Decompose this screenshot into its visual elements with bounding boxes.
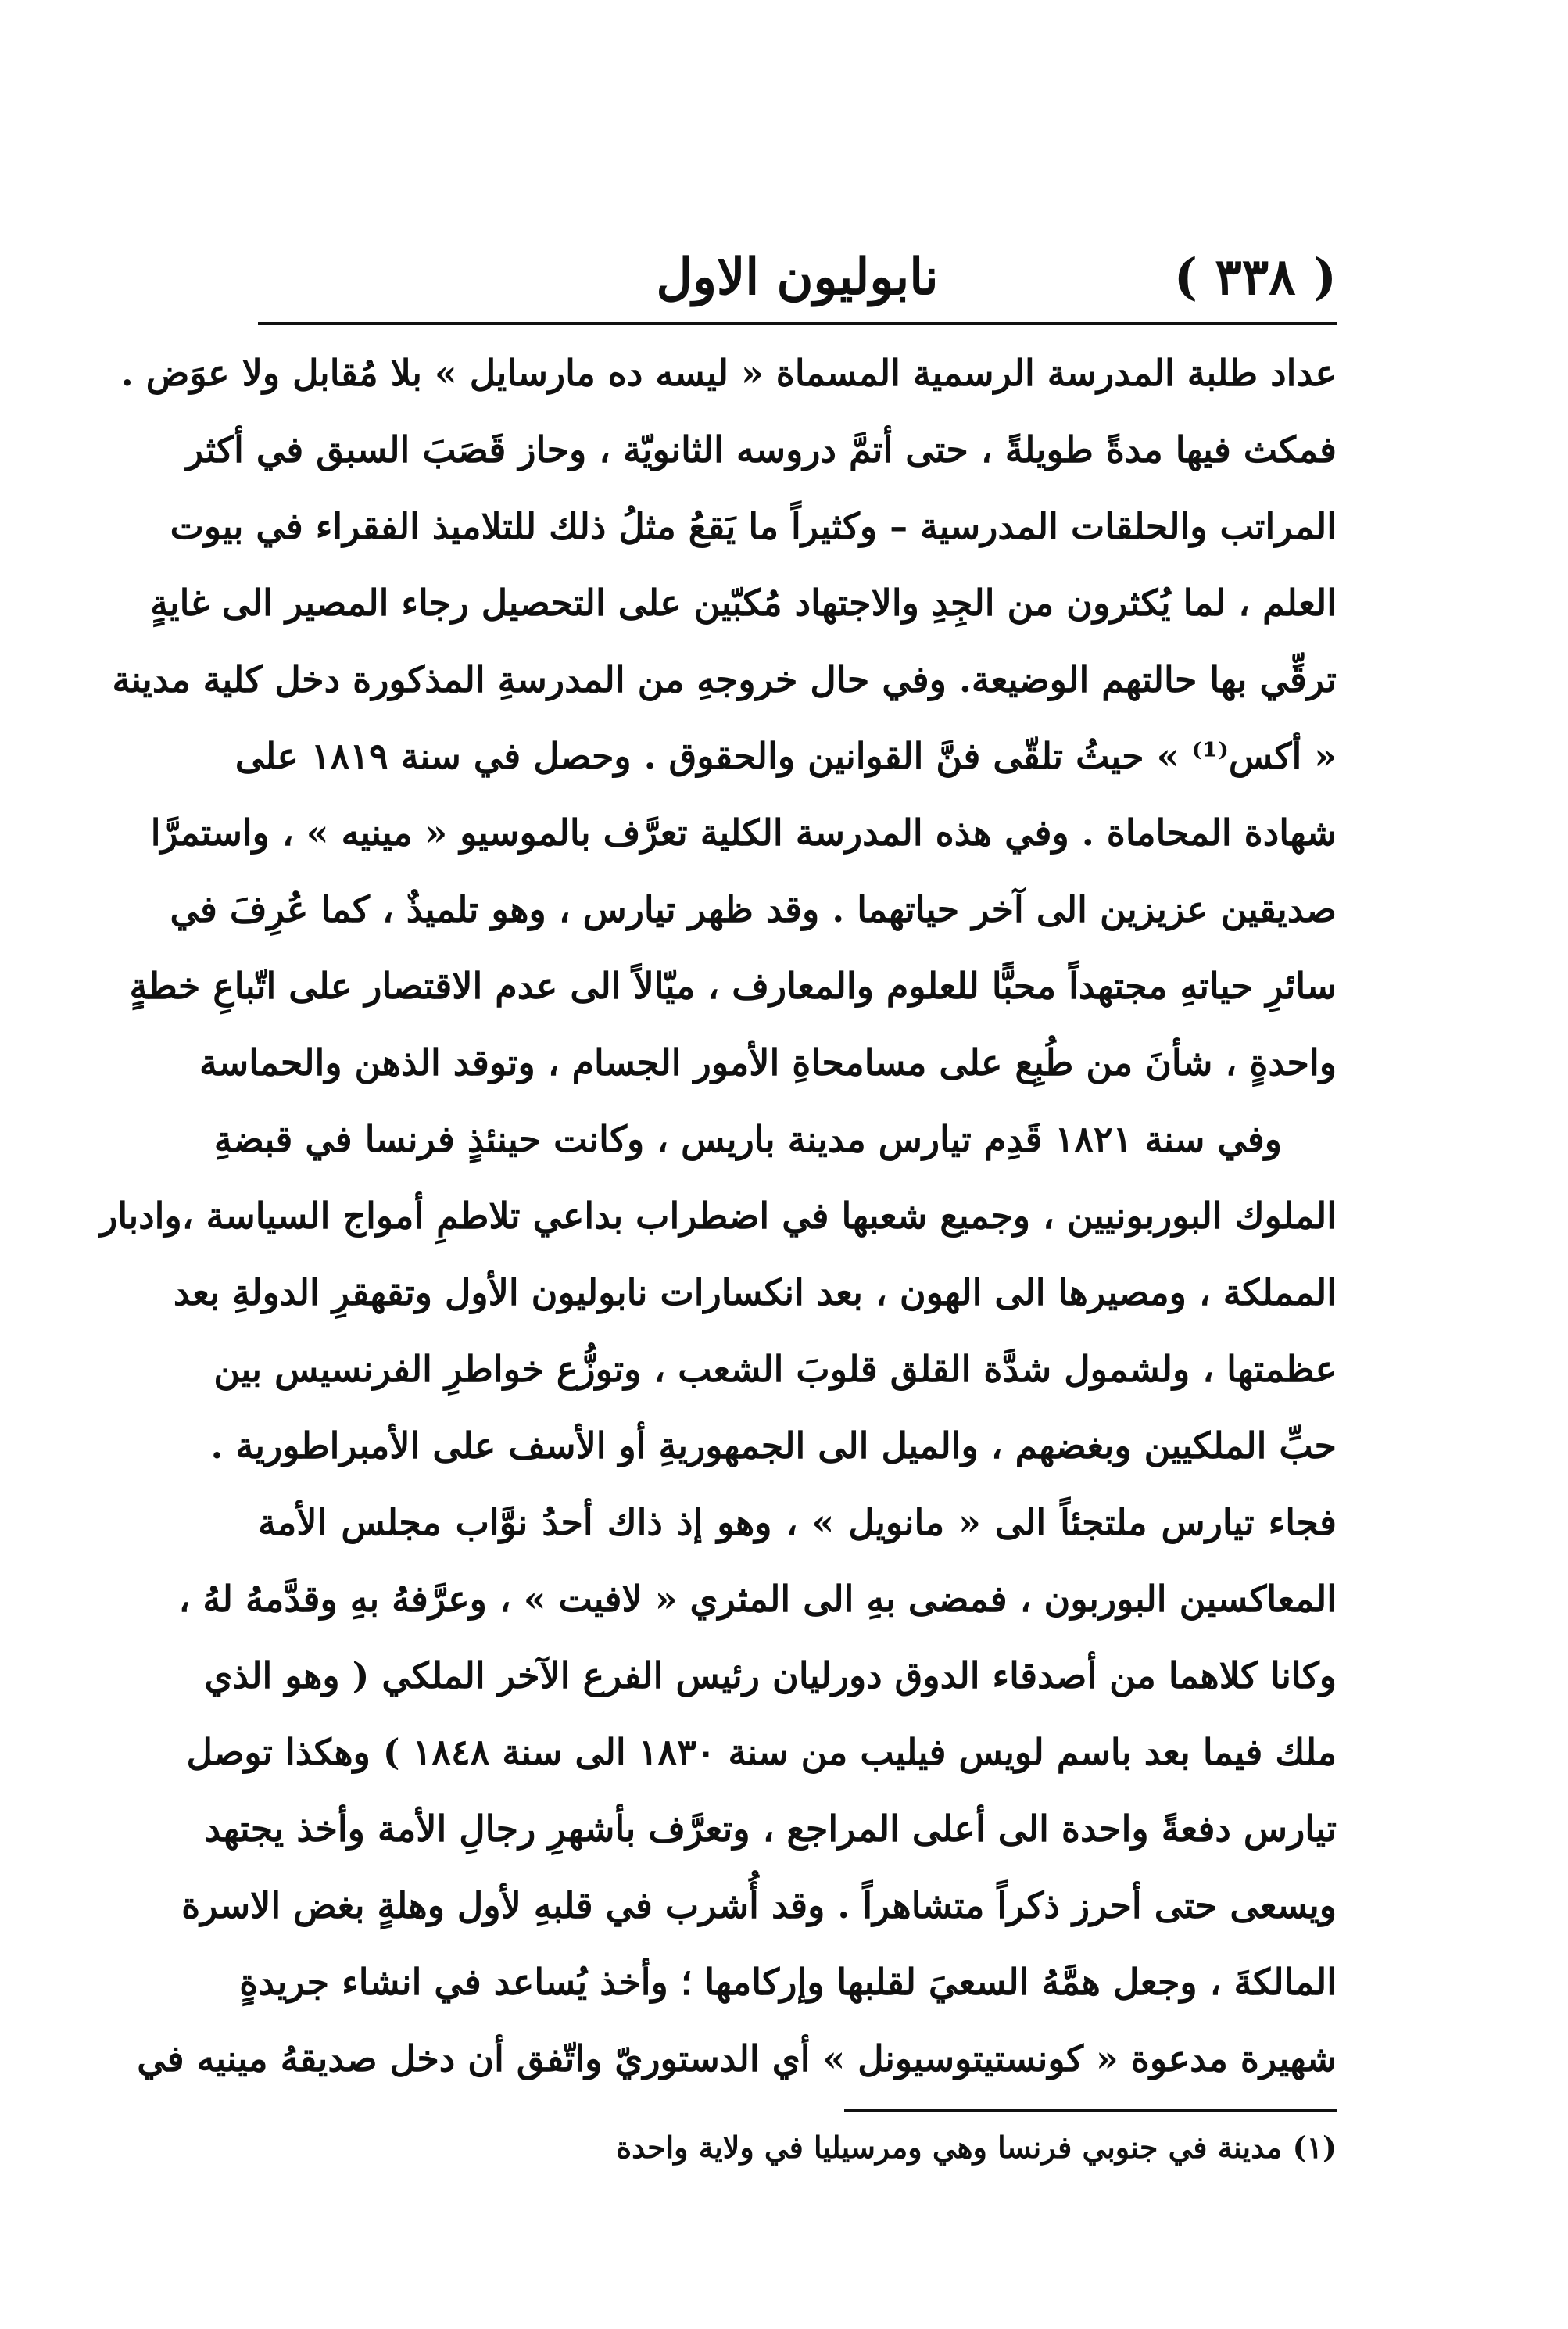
text-line: « أكس⁽¹⁾ » حيثُ تلقّى فنَّ القوانين والحقوق . وحصل في سنة ١٨١٩ على xyxy=(234,735,1337,777)
text-line: فمكث فيها مدةً طويلةً ، حتى أتمَّ دروسه الثانويّة ، وحاز قَصَبَ السبق في أكثر xyxy=(185,428,1337,471)
footnote: (١) مدينة في جنوبي فرنسا وهي ومرسيليا في ولاية واحدة xyxy=(616,2130,1337,2165)
text-line: المملكة ، ومصيرها الى الهون ، بعد انكسارات نابوليون الأول وتقهقرِ الدولةِ بعد xyxy=(173,1271,1337,1313)
text-line: المعاكسين البوربون ، فمضى بهِ الى المثري « لافيت » ، وعرَّفهُ بهِ وقدَّمهُ لهُ ، xyxy=(178,1578,1337,1620)
text-line: وكانا كلاهما من أصدقاء الدوق دورليان رئيس الفرع الآخر الملكي ( وهو الذي xyxy=(204,1654,1337,1697)
text-line: ويسعى حتى أحرز ذكراً متشاهراً . وقد أُشرب في قلبهِ لأول وهلةٍ بغض الاسرة xyxy=(181,1884,1337,1926)
text-line: المالكةَ ، وجعل همَّهُ السعيَ لقلبها وإركامها ؛ وأخذ يُساعد في انشاء جريدةٍ xyxy=(239,1961,1337,2003)
text-line: وفي سنة ١٨٢١ قَدِم تيارس مدينة باريس ، وكانت حينئذٍ فرنسا في قبضةِ xyxy=(213,1118,1282,1160)
page-header xyxy=(258,235,1337,321)
page-number: ( ٣٣٨ ) xyxy=(1173,248,1337,306)
text-line: عداد طلبة المدرسة الرسمية المسماة « ليسه ده مارسايل » بلا مُقابل ولا عوَض . xyxy=(120,352,1337,394)
text-line: عظمتها ، ولشمول شدَّة القلق قلوبَ الشعب ، وتوزُّع خواطرِ الفرنسيس بين xyxy=(213,1348,1337,1390)
text-line: ملك فيما بعد باسم لويس فيليب من سنة ١٨٣٠ الى سنة ١٨٤٨ ) وهكذا توصل xyxy=(186,1731,1337,1773)
text-line: سائرِ حياتهِ مجتهداً محبًّا للعلوم والمعارف ، ميّالاً الى عدم الاقتصار على اتّباعِ خطةٍ xyxy=(129,965,1337,1007)
running-title: نابوليون الاول xyxy=(656,248,939,306)
text-line: صديقين عزيزين الى آخر حياتهما . وقد ظهر تيارس ، وهو تلميذٌ ، كما عُرِفَ في xyxy=(170,888,1337,930)
text-line: شهيرة مدعوة « كونستيتوسيونل » أي الدستوريّ واتّفق أن دخل صديقهُ مينيه في xyxy=(137,2037,1337,2080)
text-line: ترقِّي بها حالتهم الوضيعة. وفي حال خروجهِ من المدرسةِ المذكورة دخل كلية مدينة xyxy=(112,658,1337,700)
header-rule xyxy=(258,322,1337,325)
body-text xyxy=(100,335,1337,2097)
text-line: تيارس دفعةً واحدة الى أعلى المراجع ، وتعرَّف بأشهرِ رجالِ الأمة وأخذ يجتهد xyxy=(204,1808,1337,1850)
text-line: شهادة المحاماة . وفي هذه المدرسة الكلية تعرَّف بالموسيو « مينيه » ، واستمرَّا xyxy=(150,812,1337,854)
text-line: العلم ، لما يُكثرون من الجِدِ والاجتهاد مُكبّين على التحصيل رجاء المصير الى غايةٍ xyxy=(150,582,1337,624)
text-line: واحدةٍ ، شأنَ من طُبِع على مسامحاةِ الأمور الجسام ، وتوقد الذهن والحماسة xyxy=(199,1041,1337,1084)
text-line: حبِّ الملكيين وبغضهم ، والميل الى الجمهوريةِ أو الأسف على الأمبراطورية . xyxy=(210,1424,1337,1467)
text-line: فجاء تيارس ملتجئاً الى « مانويل » ، وهو إذ ذاك أحدُ نوَّاب مجلس الأمة xyxy=(258,1501,1337,1543)
footnote-rule xyxy=(844,2109,1337,2112)
text-line: الملوك البوربونيين ، وجميع شعبها في اضطراب بداعي تلاطمِ أمواج السياسة ،وادبار xyxy=(100,1195,1337,1237)
text-line: المراتب والحلقات المدرسية – وكثيراً ما يَقعُ مثلُ ذلك للتلاميذ الفقراء في بيوت xyxy=(170,505,1337,547)
